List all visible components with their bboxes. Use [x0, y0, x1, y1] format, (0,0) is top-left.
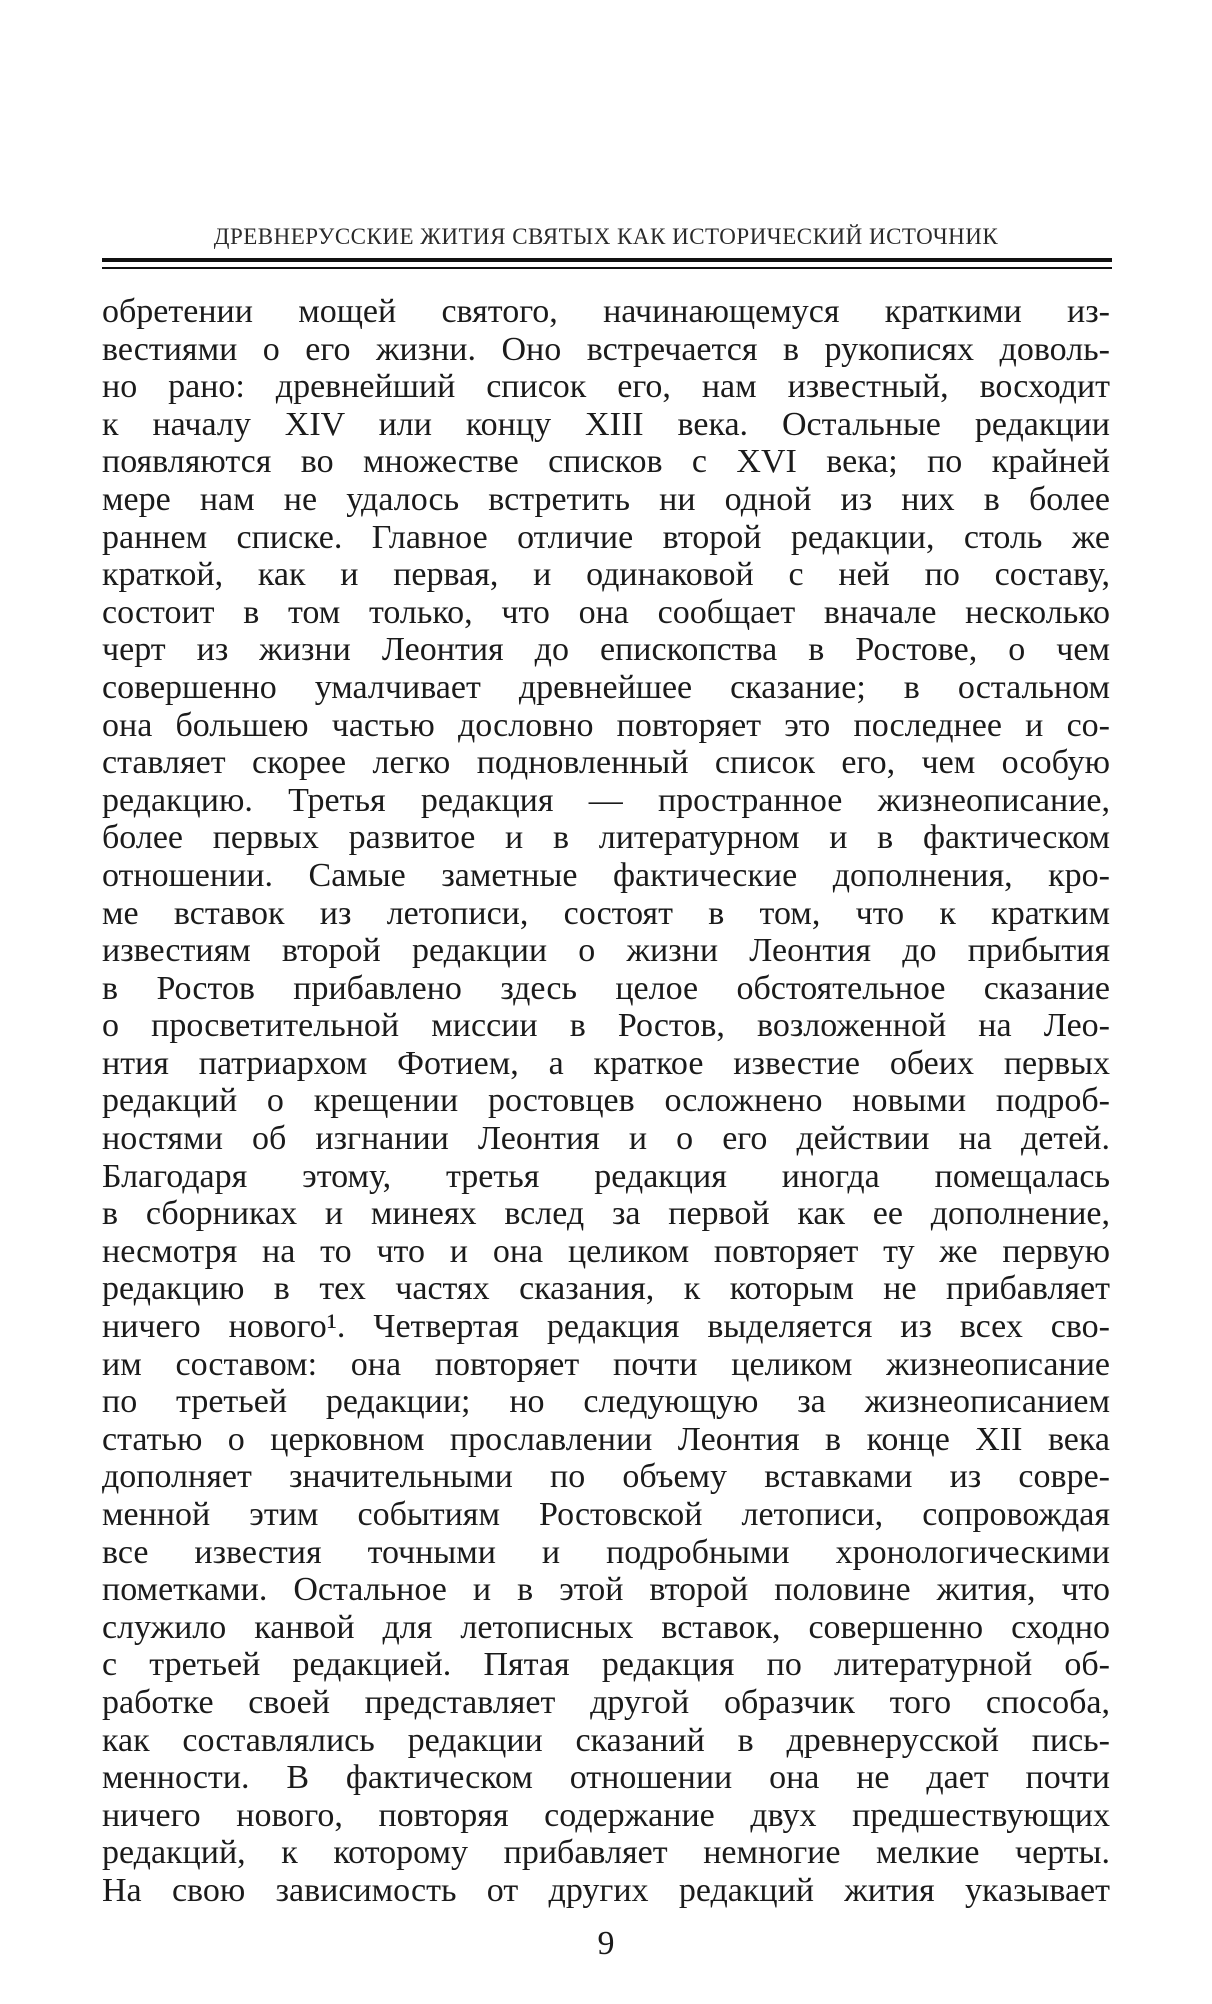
text-line: известиям второй редакции о жизни Леонтия до прибытия	[102, 932, 1110, 970]
text-line: обретении мощей святого, начинающемуся краткими из-	[102, 293, 1110, 330]
text-line: служило канвой для летописных вставок, совершенно сходно	[102, 1608, 1110, 1646]
text-line: черт из жизни Леонтия до епископства в Ростове, о чем	[102, 631, 1110, 669]
text-line: отношении. Самые заметные фактические дополнения, кро-	[102, 856, 1110, 894]
text-line: состоит в том только, что она сообщает вначале несколько	[102, 593, 1110, 631]
text-line: ностями об изгнании Леонтия и о его действии на детей.	[102, 1120, 1110, 1158]
text-line: Благодаря этому, третья редакция иногда помещалась	[102, 1157, 1110, 1195]
text-line: более первых развитое и в литературном и в фактическом	[102, 819, 1110, 857]
text-line: все известия точными и подробными хронологическими	[102, 1533, 1110, 1571]
text-line: менности. В фактическом отношении она не дает почти	[102, 1759, 1110, 1797]
header-rule	[102, 258, 1112, 262]
text-line: нтия патриархом Фотием, а краткое известие обеих первых	[102, 1044, 1110, 1082]
text-line: редакцию. Третья редакция — пространное жизнеописание,	[102, 781, 1110, 819]
page-number: 9	[597, 1925, 615, 1962]
text-line: менной этим событиям Ростовской летописи, сопровождая	[102, 1496, 1110, 1533]
header-rule-thin	[102, 267, 1112, 269]
text-line: им составом: она повторяет почти целиком жизнеописание	[102, 1345, 1110, 1383]
text-line: совершенно умалчивает древнейшее сказание; в остальном	[102, 668, 1110, 706]
text-line: статью о церковном прославлении Леонтия в конце XII века	[102, 1420, 1110, 1458]
text-line: появляются во множестве списков с XVI века; по крайней	[102, 443, 1110, 481]
text-line: о просветительной миссии в Ростов, возложенной на Лео-	[102, 1007, 1110, 1045]
text-line: краткой, как и первая, и одинаковой с ней по составу,	[102, 556, 1110, 594]
text-line: редакций о крещении ростовцев осложнено новыми подроб-	[102, 1082, 1110, 1120]
text-line: пометками. Остальное и в этой второй половине жития, что	[102, 1571, 1110, 1609]
text-line: но рано: древнейший список его, нам известный, восходит	[102, 368, 1110, 406]
text-line: редакций, к которому прибавляет немногие мелкие черты.	[102, 1834, 1110, 1872]
text-line: раннем списке. Главное отличие второй редакции, столь же	[102, 518, 1110, 556]
text-line: как составлялись редакции сказаний в древнерусской пись-	[102, 1721, 1110, 1759]
text-line: На свою зависимость от других редакций жития указывает	[102, 1871, 1110, 1909]
text-line: ничего нового, повторяя содержание двух предшествующих	[102, 1796, 1110, 1834]
text-line: ставляет скорее легко подновленный список его, чем особую	[102, 744, 1110, 782]
text-line: по третьей редакции; но следующую за жизнеописанием	[102, 1383, 1110, 1421]
text-line: в Ростов прибавлено здесь целое обстоятельное сказание	[102, 969, 1110, 1007]
text-line: вестиями о его жизни. Оно встречается в рукописях доволь-	[102, 330, 1110, 368]
text-line: мере нам не удалось встретить ни одной из них в более	[102, 480, 1110, 518]
text-line: ничего нового¹. Четвертая редакция выделяется из всех сво-	[102, 1308, 1110, 1346]
text-line: ме вставок из летописи, состоят в том, что к кратким	[102, 894, 1110, 932]
running-header: ДРЕВНЕРУССКИЕ ЖИТИЯ СВЯТЫХ КАК ИСТОРИЧЕСКИЙ ИСТОЧНИК	[213, 224, 999, 249]
text-line: в сборниках и минеях вслед за первой как ее дополнение,	[102, 1195, 1110, 1233]
text-line: несмотря на то что и она целиком повторяет ту же первую	[102, 1232, 1110, 1270]
text-line: работке своей представляет другой образчик того способа,	[102, 1683, 1110, 1721]
body-text	[102, 293, 1110, 1910]
text-line: с третьей редакцией. Пятая редакция по литературной об-	[102, 1646, 1110, 1684]
text-line: она большею частью дословно повторяет это последнее и со-	[102, 706, 1110, 744]
text-line: дополняет значительными по объему вставками из совре-	[102, 1458, 1110, 1496]
text-line: к началу XIV или концу XIII века. Остальные редакции	[102, 405, 1110, 443]
text-line: редакцию в тех частях сказания, к которым не прибавляет	[102, 1270, 1110, 1308]
